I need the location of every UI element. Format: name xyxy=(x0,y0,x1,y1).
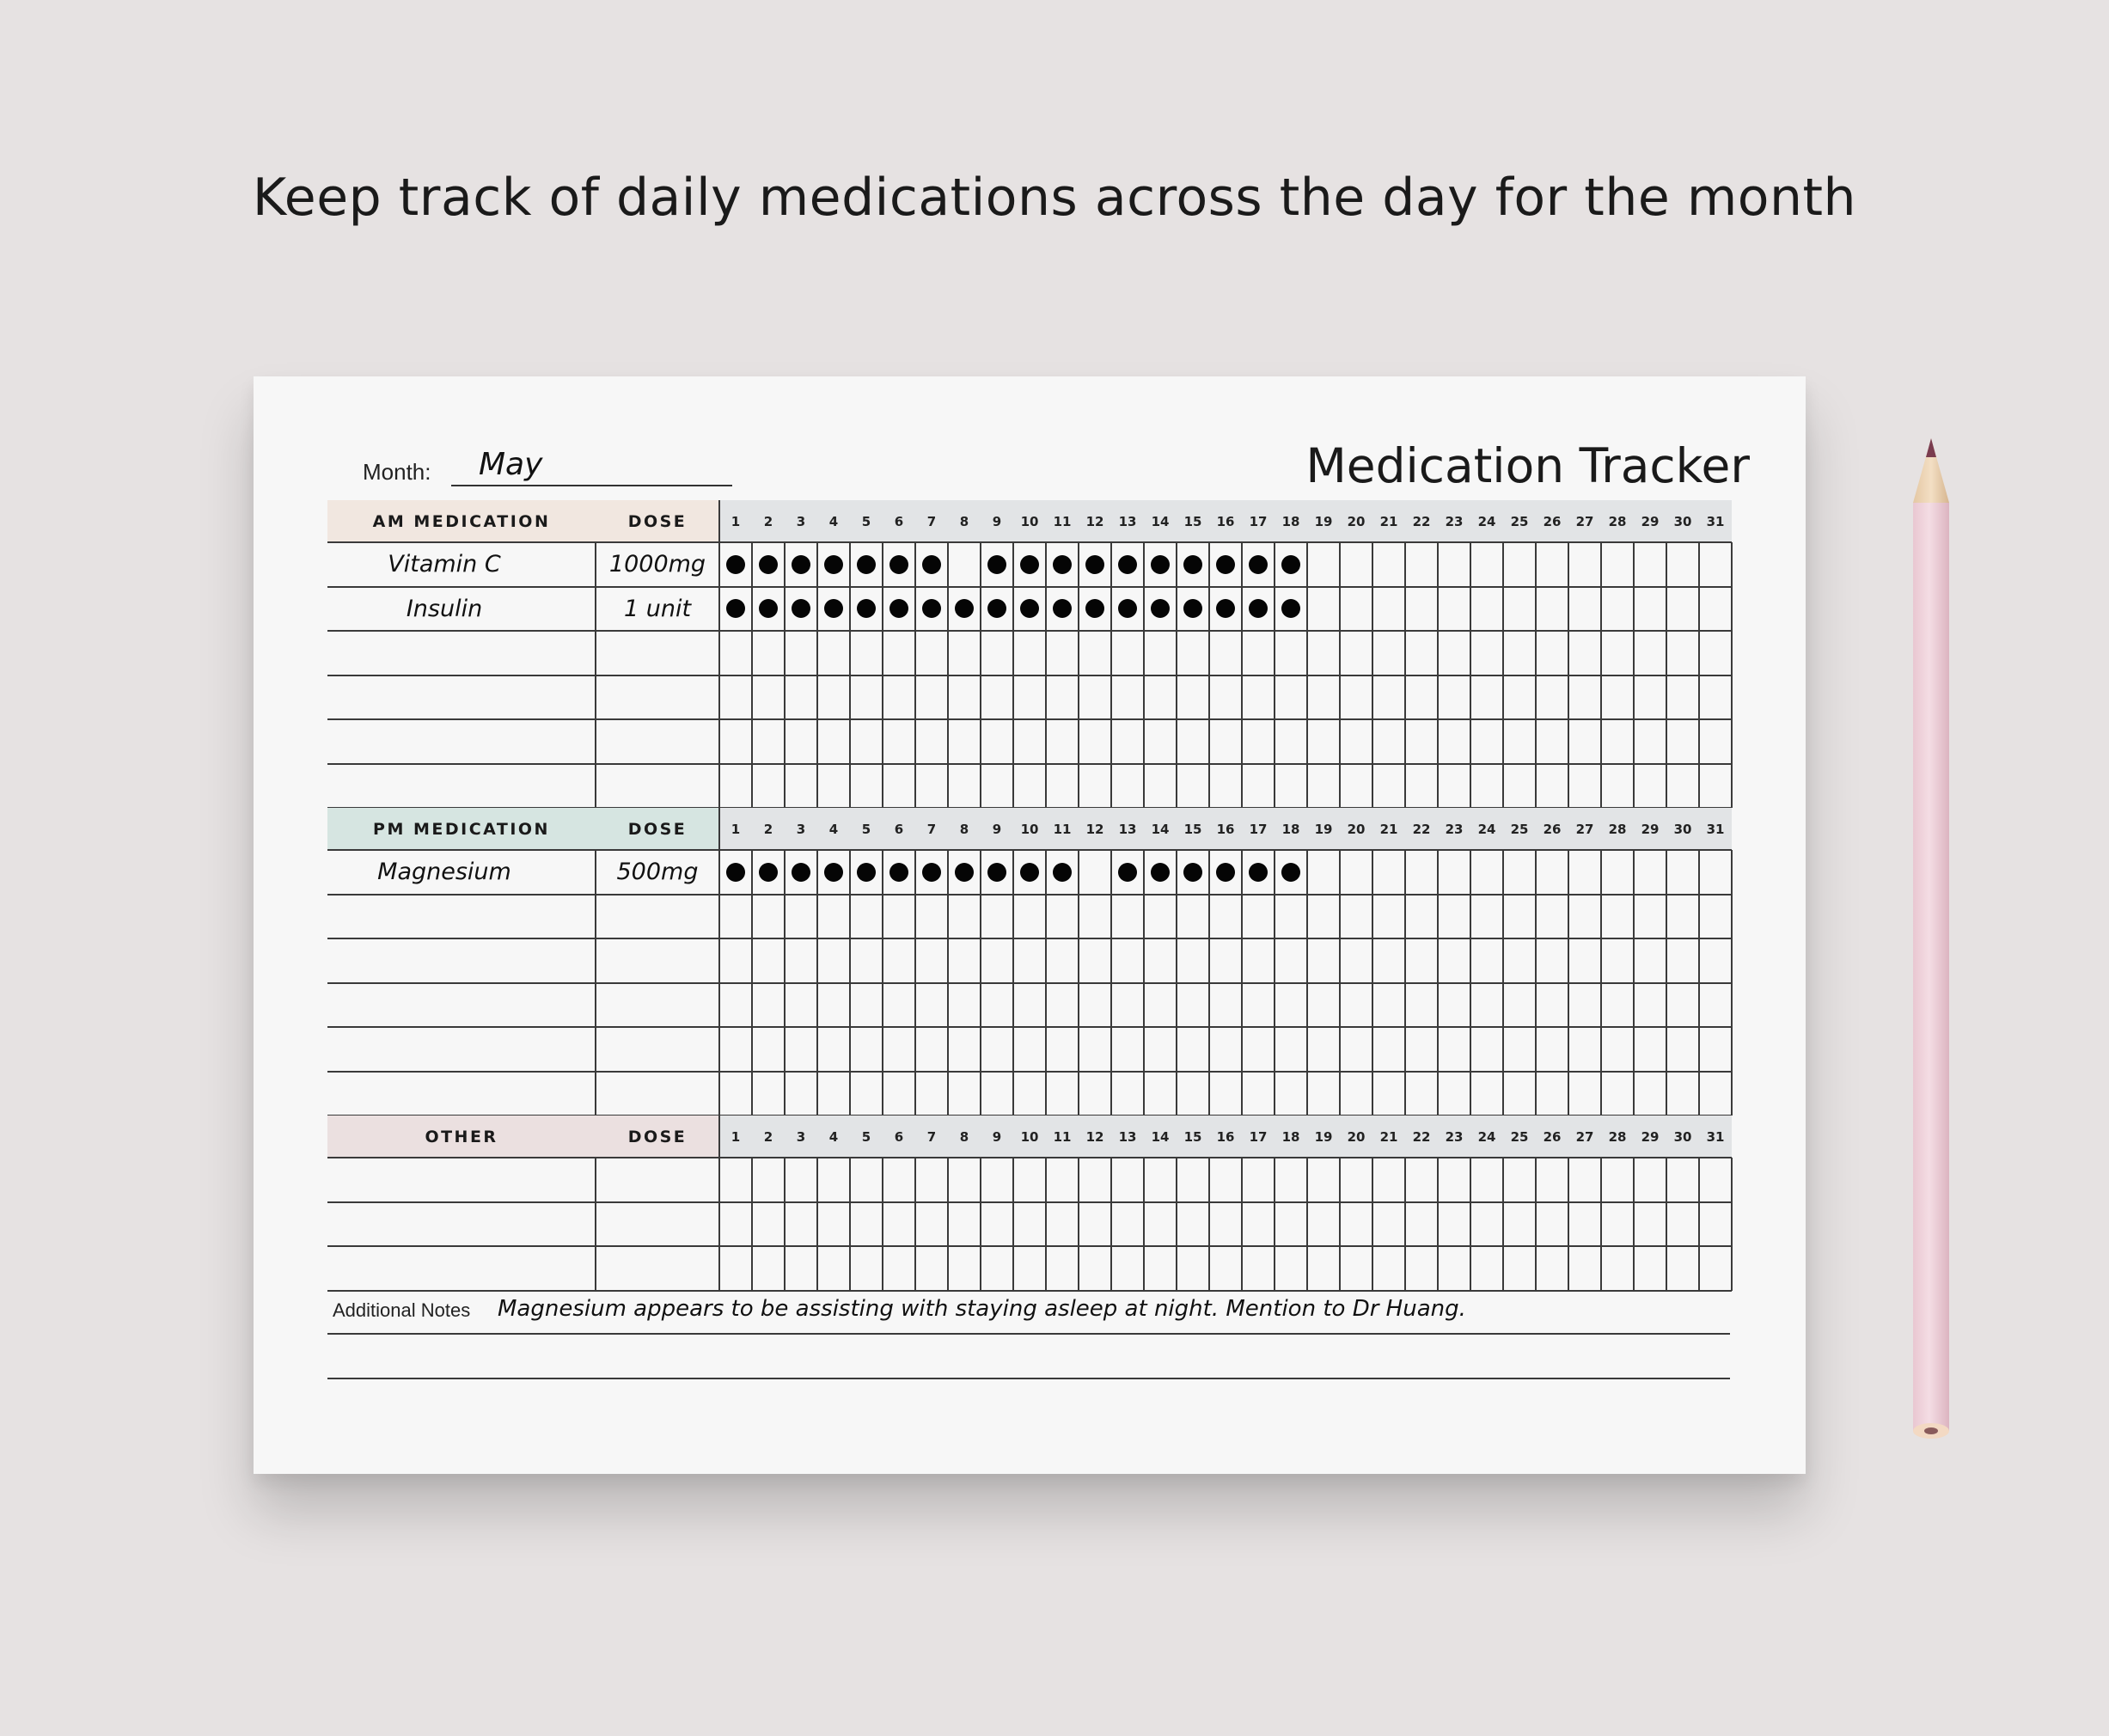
pm-taken-dot[interactable] xyxy=(857,863,876,882)
am-day-divider xyxy=(1404,542,1406,808)
am-taken-dot[interactable] xyxy=(1118,555,1137,574)
pm-day-number: 4 xyxy=(828,821,839,837)
pm-taken-dot[interactable] xyxy=(759,863,778,882)
other-day-divider xyxy=(751,1158,753,1291)
am-taken-dot[interactable] xyxy=(726,599,745,618)
am-day-divider xyxy=(980,542,981,808)
pm-dose-label: DOSE xyxy=(627,819,688,839)
am-day-divider xyxy=(1666,542,1667,808)
am-day-divider xyxy=(1110,542,1112,808)
notes-text[interactable]: Magnesium appears to be assisting with staying asleep at night. Mention to Dr Huang. xyxy=(498,1296,1466,1322)
pm-day-divider xyxy=(1437,850,1439,1116)
pm-day-divider xyxy=(1143,850,1145,1116)
am-day-number: 17 xyxy=(1249,513,1268,529)
am-day-divider xyxy=(751,542,753,808)
am-day-number: 9 xyxy=(992,513,1002,529)
am-taken-dot[interactable] xyxy=(824,599,843,618)
pm-taken-dot[interactable] xyxy=(726,863,745,882)
am-taken-dot[interactable] xyxy=(1249,555,1268,574)
other-day-number: 26 xyxy=(1543,1128,1562,1145)
am-medication-name[interactable]: Insulin xyxy=(406,595,483,622)
month-label: Month: xyxy=(363,459,431,485)
other-day-divider xyxy=(1502,1158,1504,1291)
am-day-number: 29 xyxy=(1641,513,1660,529)
pm-taken-dot[interactable] xyxy=(1020,863,1039,882)
pm-medication-name[interactable] xyxy=(327,895,561,939)
am-day-divider xyxy=(1372,542,1373,808)
am-taken-dot[interactable] xyxy=(889,555,908,574)
other-day-number: 14 xyxy=(1151,1128,1170,1145)
am-taken-dot[interactable] xyxy=(955,599,974,618)
pm-day-divider xyxy=(980,850,981,1116)
other-day-divider xyxy=(1633,1158,1635,1291)
am-taken-dot[interactable] xyxy=(889,599,908,618)
am-day-number: 30 xyxy=(1673,513,1692,529)
am-taken-dot[interactable] xyxy=(1183,599,1202,618)
pm-medication-dose[interactable] xyxy=(596,895,719,939)
pm-day-divider xyxy=(1698,850,1700,1116)
other-day-divider xyxy=(1176,1158,1177,1291)
other-day-number: 27 xyxy=(1575,1128,1594,1145)
pm-day-divider xyxy=(1176,850,1177,1116)
pm-day-number: 15 xyxy=(1183,821,1202,837)
pm-day-divider xyxy=(849,850,851,1116)
am-day-number: 21 xyxy=(1379,513,1398,529)
other-day-number: 2 xyxy=(763,1128,773,1145)
am-day-divider xyxy=(1078,542,1079,808)
am-medication-dose[interactable] xyxy=(596,719,719,764)
pm-day-divider xyxy=(816,850,818,1116)
pm-taken-dot[interactable] xyxy=(1216,863,1235,882)
am-day-number: 8 xyxy=(959,513,969,529)
am-medication-dose[interactable]: 1000mg xyxy=(608,551,706,578)
am-day-divider xyxy=(1045,542,1047,808)
am-day-number: 19 xyxy=(1314,513,1333,529)
other-medication-name[interactable] xyxy=(327,1158,561,1202)
other-day-number: 30 xyxy=(1673,1128,1692,1145)
pm-day-number: 23 xyxy=(1445,821,1464,837)
other-day-number: 7 xyxy=(926,1128,937,1145)
other-day-number: 23 xyxy=(1445,1128,1464,1145)
pm-day-number: 12 xyxy=(1085,821,1104,837)
am-day-divider xyxy=(1012,542,1014,808)
other-day-divider xyxy=(1372,1158,1373,1291)
am-medication-name[interactable] xyxy=(327,764,561,809)
pm-medication-name[interactable] xyxy=(327,1027,561,1072)
other-day-number: 11 xyxy=(1053,1128,1072,1145)
other-day-divider xyxy=(1731,1158,1733,1291)
other-day-number: 29 xyxy=(1641,1128,1660,1145)
am-medication-name[interactable] xyxy=(327,675,561,720)
am-taken-dot[interactable] xyxy=(1216,555,1235,574)
am-day-divider xyxy=(914,542,916,808)
other-day-number: 1 xyxy=(731,1128,741,1145)
other-section-label: OTHER xyxy=(425,1127,498,1146)
other-day-number: 22 xyxy=(1412,1128,1431,1145)
other-day-number: 25 xyxy=(1510,1128,1529,1145)
am-taken-dot[interactable] xyxy=(857,599,876,618)
medication-tracker-sheet xyxy=(254,376,1806,1474)
other-day-divider xyxy=(1437,1158,1439,1291)
pm-day-number: 8 xyxy=(959,821,969,837)
other-day-divider xyxy=(1241,1158,1243,1291)
am-taken-dot[interactable] xyxy=(1151,599,1170,618)
month-underline xyxy=(451,485,732,486)
am-taken-dot[interactable] xyxy=(1053,599,1072,618)
pm-taken-dot[interactable] xyxy=(889,863,908,882)
pm-day-number: 19 xyxy=(1314,821,1333,837)
pm-day-number: 26 xyxy=(1543,821,1562,837)
pm-day-divider xyxy=(1502,850,1504,1116)
am-day-number: 16 xyxy=(1216,513,1235,529)
am-day-divider xyxy=(1731,542,1733,808)
am-medication-name[interactable] xyxy=(327,719,561,764)
other-day-divider xyxy=(1404,1158,1406,1291)
am-taken-dot[interactable] xyxy=(1020,555,1039,574)
am-day-divider xyxy=(1698,542,1700,808)
am-day-divider xyxy=(816,542,818,808)
pm-day-number: 27 xyxy=(1575,821,1594,837)
other-day-number: 24 xyxy=(1477,1128,1496,1145)
am-medication-dose[interactable] xyxy=(596,675,719,720)
pm-day-number: 25 xyxy=(1510,821,1529,837)
other-day-divider xyxy=(1078,1158,1079,1291)
other-day-number: 10 xyxy=(1020,1128,1039,1145)
other-day-divider xyxy=(1339,1158,1341,1291)
am-taken-dot[interactable] xyxy=(1151,555,1170,574)
pm-day-number: 3 xyxy=(796,821,806,837)
pm-medication-name[interactable] xyxy=(327,1072,561,1116)
other-medication-name[interactable] xyxy=(327,1246,561,1291)
pm-medication-name[interactable] xyxy=(327,983,561,1028)
pm-day-divider xyxy=(1731,850,1733,1116)
pm-taken-dot[interactable] xyxy=(1281,863,1300,882)
am-day-divider xyxy=(1339,542,1341,808)
am-day-number: 4 xyxy=(828,513,839,529)
other-medication-dose[interactable] xyxy=(596,1246,719,1291)
pm-day-divider xyxy=(1633,850,1635,1116)
pm-day-divider xyxy=(882,850,883,1116)
pm-day-number: 28 xyxy=(1608,821,1627,837)
pm-taken-dot[interactable] xyxy=(792,863,810,882)
pm-day-divider xyxy=(1372,850,1373,1116)
other-dose-label: DOSE xyxy=(627,1127,688,1146)
other-medication-name[interactable] xyxy=(327,1202,561,1247)
am-day-divider xyxy=(784,542,786,808)
pm-day-number: 20 xyxy=(1347,821,1366,837)
am-taken-dot[interactable] xyxy=(1085,555,1104,574)
other-day-number: 3 xyxy=(796,1128,806,1145)
pm-day-number: 14 xyxy=(1151,821,1170,837)
other-day-number: 16 xyxy=(1216,1128,1235,1145)
pm-medication-name[interactable] xyxy=(327,938,561,983)
pm-day-divider xyxy=(1078,850,1079,1116)
other-day-divider xyxy=(1470,1158,1471,1291)
pm-day-number: 22 xyxy=(1412,821,1431,837)
pm-day-divider xyxy=(947,850,949,1116)
pm-taken-dot[interactable] xyxy=(987,863,1006,882)
pm-day-number: 30 xyxy=(1673,821,1692,837)
notes-line-2 xyxy=(327,1378,1730,1379)
pm-day-divider xyxy=(1110,850,1112,1116)
pm-day-number: 5 xyxy=(861,821,871,837)
am-taken-dot[interactable] xyxy=(1249,599,1268,618)
am-medication-name[interactable] xyxy=(327,631,561,675)
am-day-number: 5 xyxy=(861,513,871,529)
am-day-number: 22 xyxy=(1412,513,1431,529)
other-day-number: 6 xyxy=(894,1128,904,1145)
pm-day-divider xyxy=(1045,850,1047,1116)
tracker-title: Medication Tracker xyxy=(1305,438,1750,493)
am-day-number: 1 xyxy=(731,513,741,529)
am-day-number: 3 xyxy=(796,513,806,529)
other-day-divider xyxy=(1535,1158,1537,1291)
other-day-number: 28 xyxy=(1608,1128,1627,1145)
pm-day-number: 29 xyxy=(1641,821,1660,837)
am-day-divider xyxy=(1176,542,1177,808)
pm-day-divider xyxy=(914,850,916,1116)
pm-taken-dot[interactable] xyxy=(1183,863,1202,882)
other-day-divider xyxy=(1600,1158,1602,1291)
other-day-number: 12 xyxy=(1085,1128,1104,1145)
other-day-divider xyxy=(1110,1158,1112,1291)
pm-day-number: 9 xyxy=(992,821,1002,837)
pm-day-divider xyxy=(1600,850,1602,1116)
pm-day-number: 21 xyxy=(1379,821,1398,837)
other-day-number: 19 xyxy=(1314,1128,1333,1145)
am-day-divider xyxy=(849,542,851,808)
am-day-number: 13 xyxy=(1118,513,1137,529)
am-medication-dose[interactable] xyxy=(596,764,719,809)
pm-taken-dot[interactable] xyxy=(1118,863,1137,882)
pm-taken-dot[interactable] xyxy=(1053,863,1072,882)
pm-day-divider xyxy=(1306,850,1308,1116)
am-day-number: 12 xyxy=(1085,513,1104,529)
am-taken-dot[interactable] xyxy=(1053,555,1072,574)
other-day-divider xyxy=(784,1158,786,1291)
other-day-divider xyxy=(1306,1158,1308,1291)
am-day-number: 20 xyxy=(1347,513,1366,529)
pm-day-divider xyxy=(1012,850,1014,1116)
other-day-number: 4 xyxy=(828,1128,839,1145)
other-day-number: 17 xyxy=(1249,1128,1268,1145)
am-taken-dot[interactable] xyxy=(1020,599,1039,618)
other-day-number: 20 xyxy=(1347,1128,1366,1145)
pm-medication-dose[interactable] xyxy=(596,1072,719,1116)
am-day-divider xyxy=(1502,542,1504,808)
pm-day-divider xyxy=(1339,850,1341,1116)
pm-day-divider xyxy=(1208,850,1210,1116)
am-day-divider xyxy=(1633,542,1635,808)
pm-day-divider xyxy=(1241,850,1243,1116)
pm-day-number: 17 xyxy=(1249,821,1268,837)
am-taken-dot[interactable] xyxy=(857,555,876,574)
am-taken-dot[interactable] xyxy=(987,599,1006,618)
other-day-divider xyxy=(1012,1158,1014,1291)
pm-day-divider xyxy=(1535,850,1537,1116)
pm-day-divider xyxy=(1666,850,1667,1116)
pm-taken-dot[interactable] xyxy=(1249,863,1268,882)
pm-day-divider xyxy=(1568,850,1569,1116)
other-day-divider xyxy=(1143,1158,1145,1291)
other-day-number: 18 xyxy=(1281,1128,1300,1145)
pm-day-number: 31 xyxy=(1706,821,1725,837)
page-headline: Keep track of daily medications across the day for the month xyxy=(252,168,1857,228)
other-day-number: 21 xyxy=(1379,1128,1398,1145)
pm-day-number: 24 xyxy=(1477,821,1496,837)
other-day-number: 8 xyxy=(959,1128,969,1145)
pm-medication-dose[interactable] xyxy=(596,1027,719,1072)
am-taken-dot[interactable] xyxy=(1281,599,1300,618)
am-dose-label: DOSE xyxy=(627,511,688,531)
other-day-number: 15 xyxy=(1183,1128,1202,1145)
am-taken-dot[interactable] xyxy=(759,555,778,574)
pm-day-number: 2 xyxy=(763,821,773,837)
am-taken-dot[interactable] xyxy=(792,599,810,618)
pm-day-divider xyxy=(751,850,753,1116)
am-day-divider xyxy=(1306,542,1308,808)
other-day-divider xyxy=(1274,1158,1275,1291)
pm-medication-dose[interactable] xyxy=(596,938,719,983)
am-taken-dot[interactable] xyxy=(1281,555,1300,574)
am-taken-dot[interactable] xyxy=(726,555,745,574)
am-day-number: 6 xyxy=(894,513,904,529)
am-day-number: 11 xyxy=(1053,513,1072,529)
am-taken-dot[interactable] xyxy=(792,555,810,574)
pm-taken-dot[interactable] xyxy=(824,863,843,882)
pm-day-number: 1 xyxy=(731,821,741,837)
pm-medication-dose[interactable] xyxy=(596,983,719,1028)
pm-day-divider xyxy=(1470,850,1471,1116)
am-day-number: 14 xyxy=(1151,513,1170,529)
am-day-divider xyxy=(947,542,949,808)
other-day-number: 9 xyxy=(992,1128,1002,1145)
am-taken-dot[interactable] xyxy=(759,599,778,618)
pm-taken-dot[interactable] xyxy=(1151,863,1170,882)
am-day-divider xyxy=(1470,542,1471,808)
other-day-divider xyxy=(849,1158,851,1291)
am-day-divider xyxy=(1535,542,1537,808)
pm-day-number: 16 xyxy=(1216,821,1235,837)
pm-day-divider xyxy=(1274,850,1275,1116)
am-medication-dose[interactable] xyxy=(596,631,719,675)
am-taken-dot[interactable] xyxy=(987,555,1006,574)
am-day-divider xyxy=(1241,542,1243,808)
am-day-number: 25 xyxy=(1510,513,1529,529)
pm-medication-dose[interactable]: 500mg xyxy=(616,859,699,886)
am-day-number: 7 xyxy=(926,513,937,529)
am-day-divider xyxy=(1274,542,1275,808)
am-day-number: 28 xyxy=(1608,513,1627,529)
other-medication-dose[interactable] xyxy=(596,1202,719,1247)
other-day-divider xyxy=(1045,1158,1047,1291)
am-day-divider xyxy=(1568,542,1569,808)
am-taken-dot[interactable] xyxy=(1216,599,1235,618)
pm-day-divider xyxy=(784,850,786,1116)
other-day-number: 13 xyxy=(1118,1128,1137,1145)
am-day-divider xyxy=(1208,542,1210,808)
am-taken-dot[interactable] xyxy=(1183,555,1202,574)
am-taken-dot[interactable] xyxy=(1118,599,1137,618)
am-medication-name[interactable]: Vitamin C xyxy=(388,551,501,578)
am-day-number: 18 xyxy=(1281,513,1300,529)
am-day-number: 23 xyxy=(1445,513,1464,529)
am-day-divider xyxy=(1143,542,1145,808)
notes-label: Additional Notes xyxy=(333,1299,471,1321)
other-day-divider xyxy=(980,1158,981,1291)
am-taken-dot[interactable] xyxy=(922,555,941,574)
am-day-number: 24 xyxy=(1477,513,1496,529)
am-taken-dot[interactable] xyxy=(922,599,941,618)
pm-taken-dot[interactable] xyxy=(922,863,941,882)
am-day-number: 31 xyxy=(1706,513,1725,529)
other-day-divider xyxy=(1698,1158,1700,1291)
other-day-number: 31 xyxy=(1706,1128,1725,1145)
am-day-number: 10 xyxy=(1020,513,1039,529)
other-day-divider xyxy=(816,1158,818,1291)
pm-day-number: 7 xyxy=(926,821,937,837)
other-day-divider xyxy=(882,1158,883,1291)
other-day-divider xyxy=(914,1158,916,1291)
notes-line-1 xyxy=(327,1333,1730,1335)
other-day-divider xyxy=(1666,1158,1667,1291)
month-value[interactable]: May xyxy=(479,447,543,482)
am-day-divider xyxy=(1600,542,1602,808)
pm-day-divider xyxy=(1404,850,1406,1116)
other-day-number: 5 xyxy=(861,1128,871,1145)
am-day-number: 26 xyxy=(1543,513,1562,529)
other-medication-dose[interactable] xyxy=(596,1158,719,1202)
am-day-divider xyxy=(882,542,883,808)
am-day-number: 15 xyxy=(1183,513,1202,529)
other-day-divider xyxy=(1208,1158,1210,1291)
other-day-divider xyxy=(947,1158,949,1291)
am-medication-dose[interactable]: 1 unit xyxy=(623,595,692,622)
pm-day-number: 11 xyxy=(1053,821,1072,837)
pm-day-number: 13 xyxy=(1118,821,1137,837)
pm-medication-name[interactable]: Magnesium xyxy=(377,859,511,886)
pm-day-number: 6 xyxy=(894,821,904,837)
am-day-divider xyxy=(1437,542,1439,808)
pm-taken-dot[interactable] xyxy=(955,863,974,882)
pencil-icon xyxy=(1908,438,1954,1440)
pm-day-number: 10 xyxy=(1020,821,1039,837)
pm-section-label: PM MEDICATION xyxy=(373,819,550,839)
am-day-number: 27 xyxy=(1575,513,1594,529)
pm-day-number: 18 xyxy=(1281,821,1300,837)
am-day-number: 2 xyxy=(763,513,773,529)
am-taken-dot[interactable] xyxy=(1085,599,1104,618)
other-day-divider xyxy=(1568,1158,1569,1291)
am-section-label: AM MEDICATION xyxy=(372,511,551,531)
am-taken-dot[interactable] xyxy=(824,555,843,574)
